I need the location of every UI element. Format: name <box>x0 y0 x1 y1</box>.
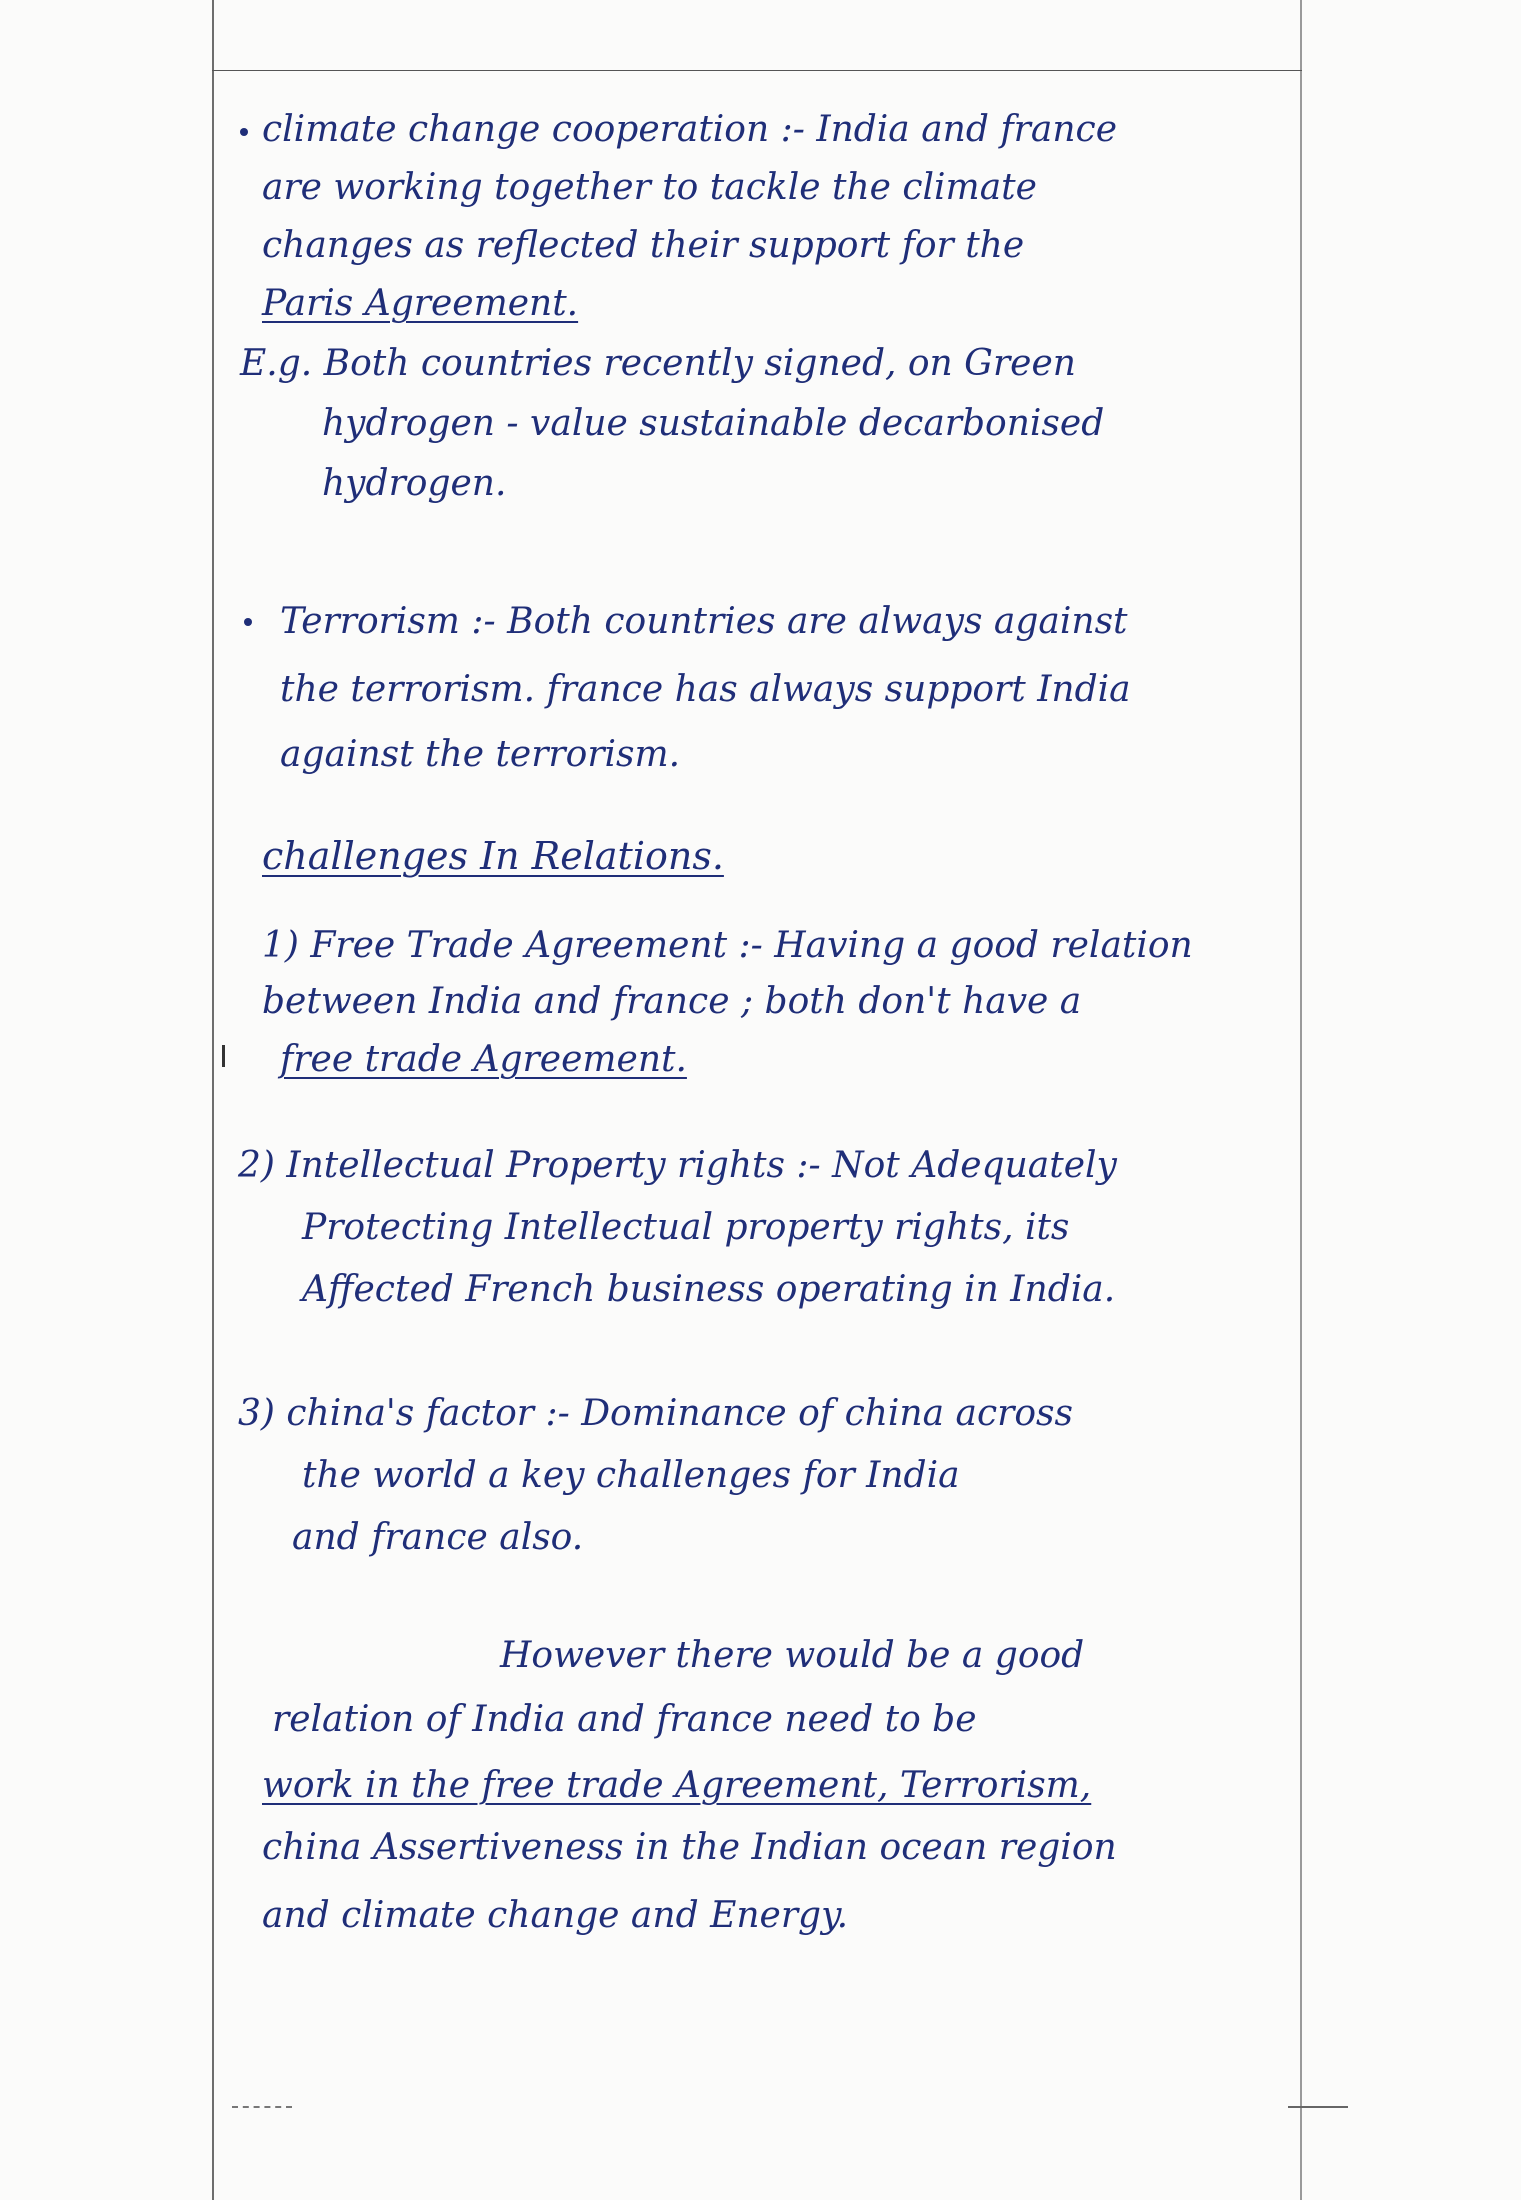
bottom-dash-line <box>232 2106 292 2109</box>
conclusion-line-2: relation of India and france need to be <box>272 1699 977 1740</box>
challenge-1-line-3: free trade Agreement. <box>280 1039 687 1080</box>
conclusion-line-3: work in the free trade Agreement, Terrorism, <box>262 1765 1092 1806</box>
example-line-2: hydrogen - value sustainable decarbonised <box>322 403 1105 444</box>
right-margin-line <box>1300 0 1302 2200</box>
challenge-1-line-2: between India and france ; both don't have a <box>262 981 1082 1022</box>
challenge-1-line-1: 1) Free Trade Agreement :- Having a good relation <box>262 925 1193 966</box>
climate-line-4: Paris Agreement. <box>262 283 579 324</box>
bullet-point <box>244 618 252 626</box>
page-top-edge <box>212 70 1302 71</box>
climate-line-1: climate change cooperation :- India and france <box>262 109 1117 150</box>
challenge-3-line-2: the world a key challenges for India <box>302 1455 960 1496</box>
challenge-2-line-3: Affected French business operating in India. <box>302 1269 1116 1310</box>
terrorism-line-2: the terrorism. france has always support India <box>280 669 1131 710</box>
challenges-heading: challenges In Relations. <box>262 834 724 878</box>
example-line-1: E.g. Both countries recently signed, on Green <box>240 343 1076 384</box>
conclusion-line-1: However there would be a good <box>500 1635 1085 1676</box>
conclusion-line-4: china Assertiveness in the Indian ocean region <box>262 1827 1117 1868</box>
margin-tick-mark <box>222 1045 225 1067</box>
climate-line-2: are working together to tackle the climate <box>262 167 1037 208</box>
left-margin-line <box>212 0 214 2200</box>
terrorism-line-3: against the terrorism. <box>280 734 681 775</box>
climate-line-3: changes as reflected their support for the <box>262 225 1025 266</box>
challenge-3-line-3: and france also. <box>292 1517 584 1558</box>
challenge-2-line-2: Protecting Intellectual property rights, its <box>302 1207 1070 1248</box>
bullet-point <box>240 128 248 136</box>
terrorism-line-1: Terrorism :- Both countries are always against <box>280 601 1128 642</box>
example-line-3: hydrogen. <box>322 463 507 504</box>
challenge-2-line-1: 2) Intellectual Property rights :- Not Adequately <box>238 1145 1117 1186</box>
bottom-right-line <box>1288 2106 1348 2108</box>
conclusion-line-5: and climate change and Energy. <box>262 1895 849 1936</box>
challenge-3-line-1: 3) china's factor :- Dominance of china across <box>238 1393 1073 1434</box>
